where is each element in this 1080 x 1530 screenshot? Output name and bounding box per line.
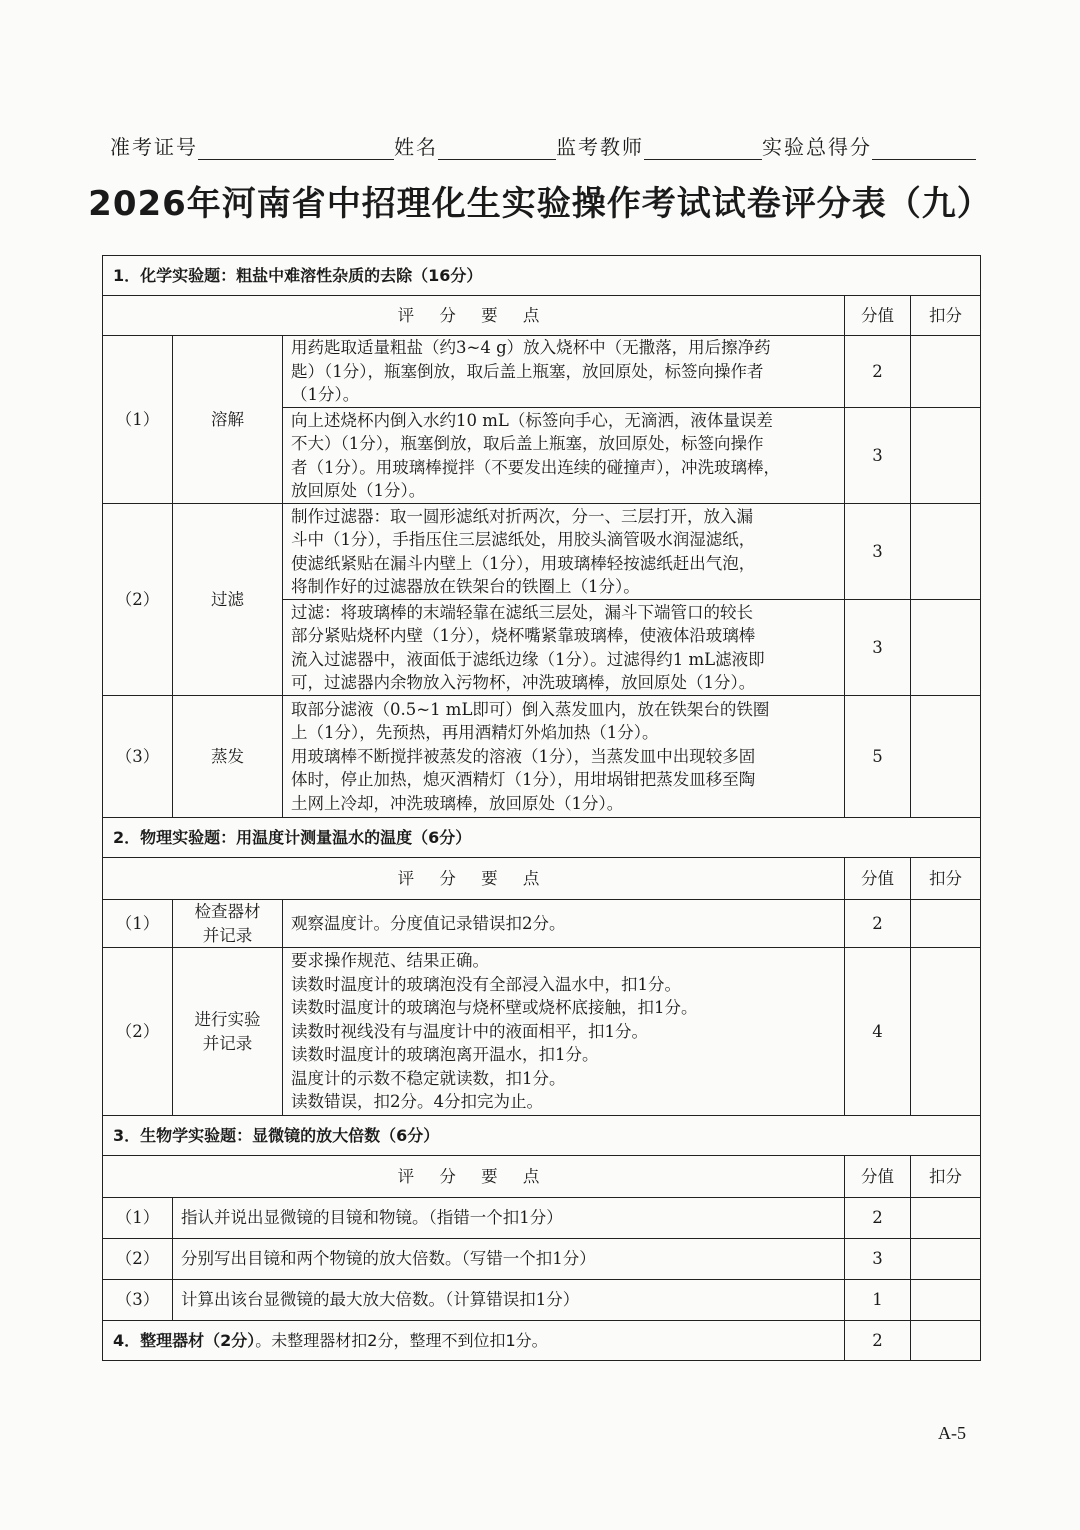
criteria-text: 指认并说出显微镜的目镜和物镜。（指错一个扣1分） — [173, 1198, 845, 1239]
cleanup-title: 4．整理器材（2分） — [113, 1330, 256, 1350]
deduct-cell[interactable] — [911, 504, 981, 600]
page-title: 2026年河南省中招理化生实验操作考试试卷评分表（九） — [88, 184, 992, 224]
score-value: 2 — [845, 1321, 911, 1361]
score-header: 分值 — [845, 1156, 911, 1198]
physics-section-title: 2．物理实验题：用温度计测量温水的温度（6分） — [103, 818, 981, 858]
deduct-cell[interactable] — [911, 1198, 981, 1239]
score-value: 3 — [845, 408, 911, 504]
chemistry-section-title: 1．化学实验题：粗盐中难溶性杂质的去除（16分） — [103, 256, 981, 296]
step-name: 溶解 — [173, 336, 283, 504]
score-value: 1 — [845, 1280, 911, 1321]
deduct-cell[interactable] — [911, 1280, 981, 1321]
criteria-text: 用药匙取适量粗盐（约3~4 g）放入烧杯中（无撒落，用后擦净药 匙）（1分），瓶塞倒放，取后盖上瓶塞，放回原处，标签向操作者 （1分）。 — [283, 336, 845, 408]
page-number: A-5 — [938, 1423, 966, 1443]
deduct-cell[interactable] — [911, 336, 981, 408]
points-header: 评 分 要 点 — [103, 296, 845, 336]
step-number: （2） — [103, 948, 173, 1116]
score-value: 2 — [845, 1198, 911, 1239]
deduct-cell[interactable] — [911, 948, 981, 1116]
total-score-field[interactable] — [872, 137, 976, 160]
cleanup-text: 。未整理器材扣2分，整理不到位扣1分。 — [255, 1330, 548, 1350]
criteria-text: 计算出该台显微镜的最大放大倍数。（计算错误扣1分） — [173, 1280, 845, 1321]
score-value: 5 — [845, 696, 911, 818]
score-value: 3 — [845, 600, 911, 696]
scoring-table — [102, 255, 981, 1361]
deduct-header: 扣分 — [911, 1156, 981, 1198]
deduct-cell[interactable] — [911, 900, 981, 948]
step-number: （1） — [103, 1198, 173, 1239]
criteria-text: 制作过滤器：取一圆形滤纸对折两次，分一、三层打开，放入漏 斗中（1分），手指压住三层滤纸处，用胶头滴管吸水润湿滤纸， 使滤纸紧贴在漏斗内壁上（1分），用玻璃棒轻按滤纸赶出气泡， 将制作好的过滤器放在铁架台的铁圈上（1分）。 — [283, 504, 845, 600]
score-value: 2 — [845, 336, 911, 408]
criteria-text: 要求操作规范、结果正确。 读数时温度计的玻璃泡没有全部浸入温水中，扣1分。 读数时温度计的玻璃泡与烧杯壁或烧杯底接触，扣1分。 读数时视线没有与温度计中的液面相平，扣1分。 读数时温度计的玻璃泡离开温水，扣1分。 温度计的示数不稳定就读数，扣1分。 读数错误，扣2分。4分扣完为止。 — [283, 948, 845, 1116]
score-value: 3 — [845, 504, 911, 600]
deduct-cell[interactable] — [911, 696, 981, 818]
score-header: 分值 — [845, 858, 911, 900]
total-score-label: 实验总得分 — [762, 135, 872, 159]
criteria-text: 向上述烧杯内倒入水约10 mL（标签向手心，无滴洒，液体量误差 不大）（1分），瓶塞倒放，取后盖上瓶塞，放回原处，标签向操作 者（1分）。用玻璃棒搅拌（不要发出连续的碰撞声），冲洗玻璃棒， 放回原处（1分）。 — [283, 408, 845, 504]
exam-header — [110, 131, 980, 160]
exam-id-field[interactable] — [198, 137, 394, 160]
step-number: （1） — [103, 336, 173, 504]
step-name: 检查器材 并记录 — [173, 900, 283, 948]
deduct-cell[interactable] — [911, 600, 981, 696]
cleanup-section — [103, 1321, 845, 1361]
deduct-cell[interactable] — [911, 408, 981, 504]
biology-section-title: 3．生物学实验题：显微镜的放大倍数（6分） — [103, 1116, 981, 1156]
points-header: 评 分 要 点 — [103, 1156, 845, 1198]
step-name: 过滤 — [173, 504, 283, 696]
proctor-label: 监考教师 — [556, 135, 644, 159]
deduct-cell[interactable] — [911, 1321, 981, 1361]
step-number: （1） — [103, 900, 173, 948]
score-header: 分值 — [845, 296, 911, 336]
points-header: 评 分 要 点 — [103, 858, 845, 900]
step-number: （3） — [103, 696, 173, 818]
step-name: 进行实验 并记录 — [173, 948, 283, 1116]
step-name: 蒸发 — [173, 696, 283, 818]
name-label: 姓名 — [394, 135, 438, 159]
proctor-field[interactable] — [644, 137, 762, 160]
criteria-text: 取部分滤液（0.5~1 mL即可）倒入蒸发皿内，放在铁架台的铁圈 上（1分），先预热，再用酒精灯外焰加热（1分）。 用玻璃棒不断搅拌被蒸发的溶液（1分），当蒸发皿中出现较多固 体时，停止加热，熄灭酒精灯（1分），用坩埚钳把蒸发皿移至陶 土网上冷却，冲洗玻璃棒，放回原处（1分）。 — [283, 696, 845, 818]
criteria-text: 分别写出目镜和两个物镜的放大倍数。（写错一个扣1分） — [173, 1239, 845, 1280]
exam-id-label: 准考证号 — [110, 135, 198, 159]
deduct-header: 扣分 — [911, 858, 981, 900]
deduct-cell[interactable] — [911, 1239, 981, 1280]
score-value: 2 — [845, 900, 911, 948]
criteria-text: 过滤：将玻璃棒的末端轻靠在滤纸三层处，漏斗下端管口的较长 部分紧贴烧杯内壁（1分），烧杯嘴紧靠玻璃棒，使液体沿玻璃棒 流入过滤器中，液面低于滤纸边缘（1分）。过滤得约1 mL滤液即 可，过滤器内余物放入污物杯，冲洗玻璃棒，放回原处（1分）。 — [283, 600, 845, 696]
name-field[interactable] — [438, 137, 556, 160]
score-value: 4 — [845, 948, 911, 1116]
criteria-text: 观察温度计。分度值记录错误扣2分。 — [283, 900, 845, 948]
score-value: 3 — [845, 1239, 911, 1280]
step-number: （3） — [103, 1280, 173, 1321]
deduct-header: 扣分 — [911, 296, 981, 336]
step-number: （2） — [103, 504, 173, 696]
step-number: （2） — [103, 1239, 173, 1280]
